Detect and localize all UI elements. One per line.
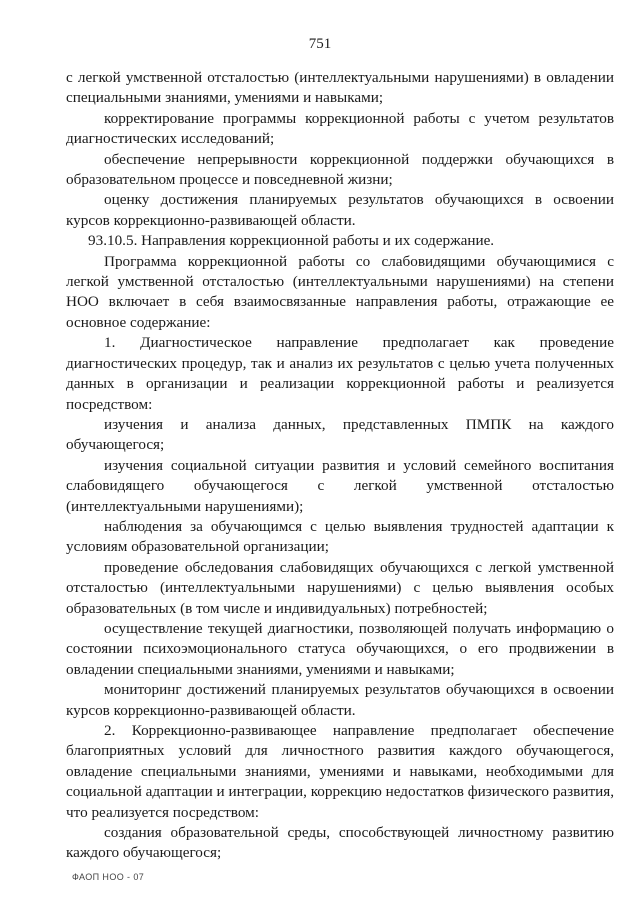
paragraph: создания образовательной среды, способствующей личностному развитию каждого обучающегося;: [66, 824, 614, 862]
document-body: [66, 68, 614, 864]
paragraph: обеспечение непрерывности коррекционной поддержки обучающихся в образовательном процессе и повседневной жизни;: [66, 150, 614, 189]
paragraph: изучения и анализа данных, представленных ПМПК на каждого обучающегося;: [66, 415, 614, 454]
paragraph: изучения социальной ситуации развития и условий семейного воспитания слабовидящего обучающегося с легкой умственной отсталостью (интеллектуальными нарушениями);: [66, 456, 614, 515]
footer-document-code: ФАОП НОО - 07: [72, 872, 145, 882]
paragraph: с легкой умственной отсталостью (интеллектуальными нарушениями) в овладении специальными знаниями, умениями и навыками;: [66, 69, 614, 107]
section-heading: 93.10.5. Направления коррекционной работы и их содержание.: [88, 232, 495, 250]
paragraph: оценку достижения планируемых результатов обучающихся в освоении курсов коррекционно-развивающей области.: [66, 191, 614, 229]
page-number: 751: [308, 36, 332, 52]
paragraph: наблюдения за обучающимся с целью выявления трудностей адаптации к условиям образовательной организации;: [66, 517, 614, 556]
paragraph: 1. Диагностическое направление предполагает как проведение диагностических процедур, так и анализ их результатов с целью учета полученных данных в организации и реализации коррекционной работы и реализуется посредством:: [66, 334, 614, 413]
paragraph: осуществление текущей диагностики, позволяющей получать информацию о состоянии психоэмоционального статуса обучающихся, о его продвижении в овладении специальными знаниями, умениями и навыками;: [66, 619, 614, 678]
paragraph: проведение обследования слабовидящих обучающихся с легкой умственной отсталостью (интеллектуальными нарушениями) с целью выявления особых образовательных (в том числе и индивидуальных) потребностей;: [66, 558, 614, 617]
paragraph: корректирование программы коррекционной работы с учетом результатов диагностических исследований;: [66, 109, 614, 148]
paragraph: 2. Коррекционно-развивающее направление предполагает обеспечение благоприятных условий для личностного развития каждого обучающегося, овладение специальными знаниями, умениями и навыками, необходимыми для социальной адаптации и интеграции, коррекцию недостатков физического развития, что реализуется посредством:: [66, 722, 614, 821]
paragraph: Программа коррекционной работы со слабовидящими обучающимися с легкой умственной отсталостью (интеллектуальными нарушениями) на степени НОО включает в себя взаимосвязанные направления работы, отражающие ее основное содержание:: [66, 252, 614, 331]
paragraph: мониторинг достижений планируемых результатов обучающихся в освоении курсов коррекционно-развивающей области.: [66, 681, 614, 719]
